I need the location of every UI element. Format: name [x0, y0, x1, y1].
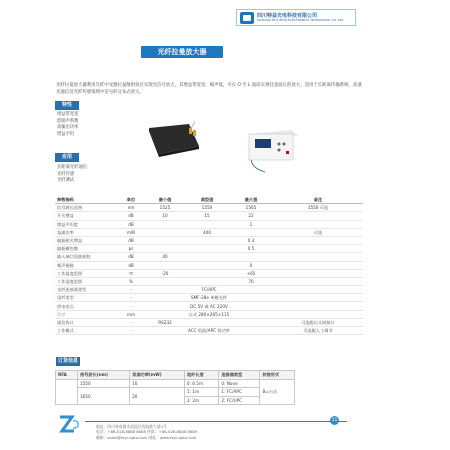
table-cell	[273, 310, 363, 318]
table-cell: 1	[229, 220, 273, 228]
logo-icon	[240, 12, 254, 24]
table-row	[55, 253, 363, 261]
table-header-row: 参数指标 单位 最小值 典型值 最大值 备注	[55, 196, 363, 204]
table-cell	[273, 269, 363, 277]
table-cell	[229, 253, 273, 261]
table-cell: -	[117, 294, 145, 302]
table-cell: 输入端口回波损耗	[55, 253, 117, 261]
table-cell	[145, 245, 185, 253]
table-cell	[185, 261, 229, 269]
table-cell: 0.3	[229, 236, 273, 244]
footer-divider	[85, 421, 347, 422]
features-heading: 特性	[55, 101, 79, 110]
table-cell: 工作温度范围	[55, 269, 117, 277]
table-cell: DC 5V 或 AC 220V	[145, 302, 273, 310]
table-row	[55, 286, 363, 294]
table-cell: FC/APC	[145, 286, 273, 294]
table-cell	[185, 253, 229, 261]
table-cell: 增益平坦度	[55, 220, 117, 228]
module-photo	[145, 120, 203, 160]
table-cell: 台式 280×265×115	[145, 310, 273, 318]
table-header-row: RFA 信号波长(nm) 泵浦功率(mW) 尾纤长度 连接器类型 封装形式	[56, 371, 295, 380]
list-item: 高输出功率	[57, 125, 79, 130]
table-cell: %	[117, 277, 145, 285]
company-logo	[236, 9, 356, 26]
table-cell: 1565	[229, 204, 273, 212]
table-row	[55, 204, 363, 212]
table-cell: 1550 可选	[273, 204, 363, 212]
list-item: 光纤测试	[57, 178, 75, 183]
table-cell: 开关增益	[55, 212, 117, 220]
table-cell	[185, 277, 229, 285]
list-item: 长距离光纤通信	[57, 165, 88, 170]
footer-web: 邮箱：sales@teyi-opto.com 网址：www.teyi-opto.com	[96, 434, 197, 440]
table-cell	[145, 220, 185, 228]
table-cell	[185, 269, 229, 277]
list-item: 低噪声系数	[57, 118, 79, 124]
table-cell: 工作湿度范围	[55, 277, 117, 285]
page-title: 光纤拉曼放大器	[141, 46, 223, 58]
table-cell: 噪声指数	[55, 261, 117, 269]
table-cell	[145, 277, 185, 285]
table-row	[55, 245, 363, 253]
table-cell: mW	[117, 228, 145, 236]
footer-contact	[96, 424, 197, 440]
table-cell	[229, 228, 273, 236]
table-cell: 通信协议	[55, 318, 117, 326]
table-row	[55, 277, 363, 285]
table-cell: 70	[229, 277, 273, 285]
table-cell: -20	[145, 269, 185, 277]
table-cell: dB	[117, 236, 145, 244]
table-cell: 1525	[145, 204, 185, 212]
table-cell	[273, 294, 363, 302]
table-cell	[185, 220, 229, 228]
company-name-cn: 四川特益光电科技有限公司	[257, 12, 318, 19]
table-cell: dB	[117, 220, 145, 228]
table-cell	[229, 318, 273, 326]
table-cell	[145, 261, 185, 269]
table-cell	[185, 236, 229, 244]
list-item: 增益带宽宽	[57, 112, 79, 117]
table-cell: -	[117, 302, 145, 310]
table-cell: -	[117, 327, 145, 335]
footer-logo-icon	[58, 414, 82, 434]
table-cell: 400	[185, 228, 229, 236]
table-cell: dB	[117, 261, 145, 269]
table-cell	[145, 236, 185, 244]
spec-table	[55, 196, 363, 335]
table-cell	[273, 220, 363, 228]
footer-phone: 电话：+86-028-8888 8888 传真：+86-028-8888 8889	[96, 429, 198, 435]
table-row: 1550 10 0: 0.5m 0: None B=台式	[56, 379, 295, 388]
table-row	[55, 212, 363, 220]
table-row	[55, 318, 363, 326]
table-cell: 尾纤类型	[55, 294, 117, 302]
table-cell: 10	[145, 212, 185, 220]
table-cell: -	[117, 318, 145, 326]
table-cell	[273, 302, 363, 310]
table-cell: dB	[117, 253, 145, 261]
applications-heading: 应用	[55, 153, 79, 162]
table-cell: SMF-28e 单模光纤	[145, 294, 273, 302]
table-row	[55, 220, 363, 228]
table-row	[55, 310, 363, 318]
table-cell: dB	[117, 212, 145, 220]
table-cell: 可选配人工调节	[273, 327, 363, 335]
table-cell: 可选	[273, 228, 363, 236]
table-cell: -	[117, 286, 145, 294]
benchtop-photo	[243, 124, 301, 174]
table-cell	[273, 277, 363, 285]
table-row	[55, 269, 363, 277]
table-row	[55, 228, 363, 236]
features-list	[57, 112, 78, 138]
table-cell: 可选配以太网接口	[273, 318, 363, 326]
table-cell: 泵浦功率	[55, 228, 117, 236]
table-cell	[273, 286, 363, 294]
table-cell: 偏振模色散	[55, 245, 117, 253]
table-cell: ℃	[117, 269, 145, 277]
table-cell	[273, 245, 363, 253]
list-item: 增益平坦	[57, 131, 75, 137]
table-cell: 工作模式	[55, 327, 117, 335]
table-cell: 0.5	[229, 245, 273, 253]
table-cell: ps	[117, 245, 145, 253]
table-cell: 尺寸	[55, 310, 117, 318]
table-row	[55, 327, 363, 335]
order-table	[55, 370, 295, 405]
table-cell: 40	[145, 253, 185, 261]
table-row: 1650 20 1: 1m 1: FC/APC	[56, 388, 295, 397]
table-cell: mm	[117, 310, 145, 318]
table-cell	[273, 253, 363, 261]
footer-address: 地址：四川省成都市双流区西航港大道2号	[96, 424, 167, 429]
table-row: 2: 2m 2: FC/UPC	[56, 396, 295, 405]
intro-paragraph: 光纤拉曼放大器利用光纤中受激拉曼散射效应实现光信号放大，其增益带宽宽、噪声低，可在 O 至 L 波段实现任意波长的放大，适用于长距离传输系统、高速光通信及光纤传感领域中信号的分布式放大。	[56, 83, 362, 95]
table-cell: nm	[117, 204, 145, 212]
table-cell: +65	[229, 269, 273, 277]
table-cell: 信号波长范围	[55, 204, 117, 212]
table-cell: 15	[185, 212, 229, 220]
table-cell	[185, 318, 229, 326]
company-name-en: SICHUAN TEYI OPTO ELECTRONICS TECHNOLOGY CO.,LTD	[257, 17, 344, 22]
list-item: 光纤传感	[57, 171, 75, 177]
table-row	[55, 261, 363, 269]
order-heading: 订货信息	[57, 358, 78, 364]
table-cell	[273, 261, 363, 269]
table-cell: ACC 恒流/APC 恒功率	[145, 327, 273, 335]
table-cell	[145, 228, 185, 236]
table-cell	[273, 212, 363, 220]
table-cell: 1550	[185, 204, 229, 212]
table-cell	[185, 245, 229, 253]
table-row	[55, 302, 363, 310]
page-number: 11	[331, 418, 338, 423]
table-cell: 光纤连接器类型	[55, 286, 117, 294]
table-cell	[273, 236, 363, 244]
table-cell: RS232	[145, 318, 185, 326]
table-row	[55, 294, 363, 302]
table-cell: 0	[229, 261, 273, 269]
applications-list	[57, 165, 87, 185]
table-cell: 供电电压	[55, 302, 117, 310]
table-cell: 偏振相关增益	[55, 236, 117, 244]
table-cell: 22	[229, 212, 273, 220]
table-row	[55, 236, 363, 244]
